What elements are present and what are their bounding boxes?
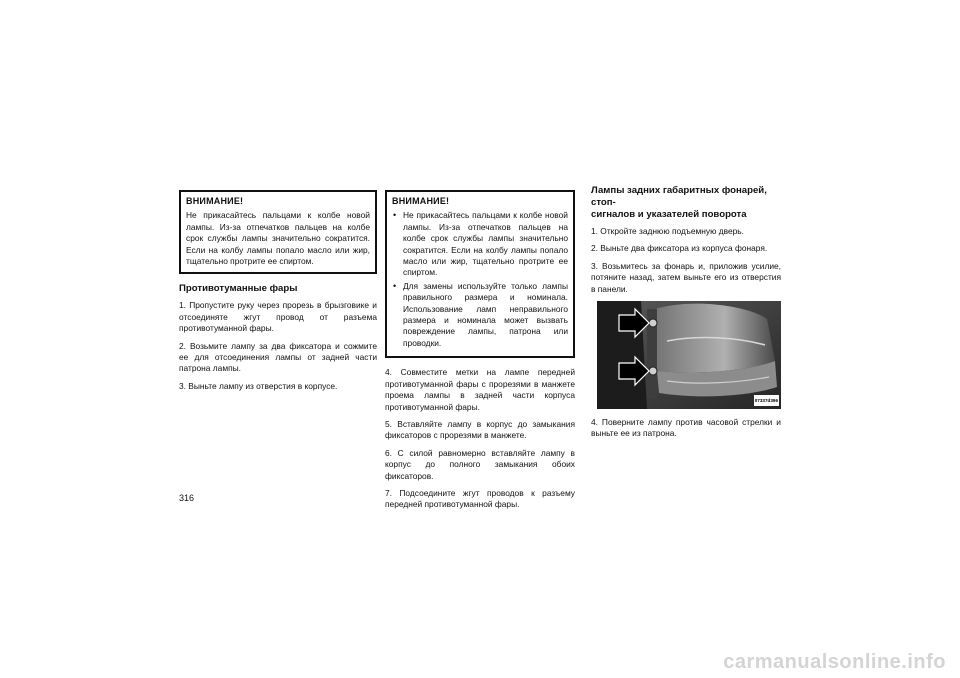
warning-bullet-item: [392, 281, 568, 349]
page-number: 316: [179, 493, 195, 503]
watermark: carmanualsonline.info: [723, 651, 946, 673]
column-middle: [385, 190, 575, 517]
tail-lamp-photo: [597, 301, 781, 409]
warning-title: ВНИМАНИЕ!: [392, 196, 450, 206]
step: 7. Подсоедините жгут проводов к разъему передней противотуманной фары.: [385, 487, 575, 510]
step: 2. Выньте два фиксатора из корпуса фонаря.: [591, 243, 768, 254]
warning-bullet-text: Не прикасайтесь пальцами к колбе новой лампы. Из-за отпечатков пальцев на колбе срок службы лампы значительно сократится. Если на колбу лампы попало масло или жир, тщательно протрите ее спиртом.: [403, 210, 568, 278]
column-left: [179, 190, 377, 398]
warning-text: Не прикасайтесь пальцами к колбе новой лампы. Из-за отпечатков пальцев на колбе срок службы лампы значительно сократится. Если на колбу лампы попало масло или жир, тщательно протрите ее спиртом.: [186, 210, 370, 267]
step: 1. Откройте заднюю подъемную дверь.: [591, 226, 744, 236]
section-heading-fog-lights: Противотуманные фары: [179, 283, 298, 295]
warning-box: [179, 190, 377, 274]
tail-lamp-illustration: [597, 301, 781, 409]
step: 4. Поверните лампу против часовой стрелки и выньте ее из патрона.: [591, 417, 781, 439]
warning-bullet-item: [392, 210, 568, 278]
warning-box: [385, 190, 575, 358]
column-right: [591, 185, 781, 446]
step: 2. Возьмите лампу за два фиксатора и сожмите ее для отсоединения лампы от задней части патрона лампы.: [179, 340, 377, 374]
step: 4. Совместите метки на лампе передней противотуманной фары с прорезями в манжете проема лампы в задней части корпуса противотуманной фары.: [385, 367, 575, 412]
step: 3. Выньте лампу из отверстия в корпусе.: [179, 380, 338, 391]
step: 5. Вставляйте лампу в корпус до замыкания фиксаторов с прорезями в манжете.: [385, 418, 575, 441]
warning-list: [392, 210, 568, 349]
step: 6. С силой равномерно вставляйте лампу в корпус до полного замыкания обоих фиксаторов.: [385, 447, 575, 481]
section-heading-tail-lamps: [591, 185, 781, 221]
warning-title: ВНИМАНИЕ!: [186, 196, 244, 206]
bullet-icon: •: [393, 210, 397, 221]
figure-code: 07337d396: [754, 395, 779, 406]
step: 3. Возьмитесь за фонарь и, приложив усилие, потяните назад, затем выньте его из отверстия в панели.: [591, 260, 781, 294]
heading-line: Лампы задних габаритных фонарей, стоп-: [591, 185, 767, 208]
heading-line: сигналов и указателей поворота: [591, 209, 747, 220]
bullet-icon: •: [393, 280, 397, 291]
warning-bullet-text: Для замены используйте только лампы правильного размера и номинала. Использование ламп неправильного размера и номинала может вызвать повреждение лампы, патрона или проводки.: [403, 280, 568, 348]
step: 1. Пропустите руку через прорезь в брызговике и отсоединяте жгут провод от разъема противотуманной фары.: [179, 300, 377, 334]
